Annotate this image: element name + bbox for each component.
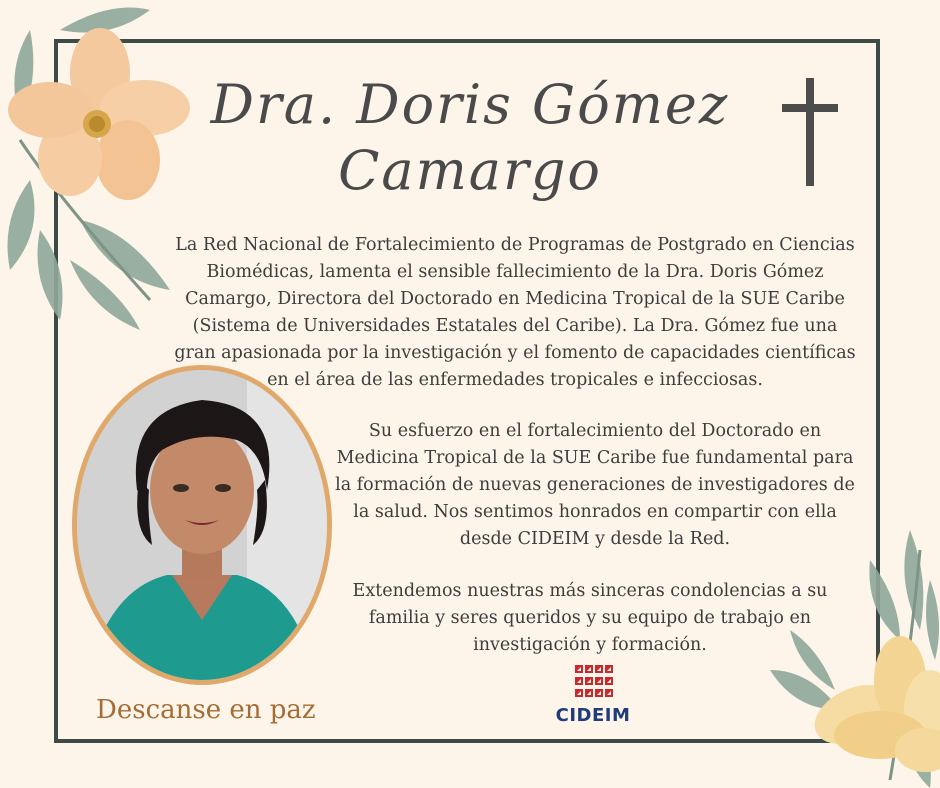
condolences-paragraph: Extendemos nuestras más sinceras condolencias a su familia y seres queridos y su equipo de trabajo en investigación y formación. — [352, 580, 828, 655]
cideim-logo-text: CIDEIM — [555, 705, 631, 726]
cideim-logo — [548, 663, 638, 725]
latin-cross-icon — [782, 78, 838, 186]
rest-in-peace-text: Descanse en paz — [96, 695, 316, 725]
cideim-logo-mark — [548, 663, 638, 703]
page-title — [190, 72, 750, 204]
intro-paragraph: La Red Nacional de Fortalecimiento de Programas de Postgrado en Ciencias Biomédicas, lamenta el sensible fallecimiento de la Dra. Doris Gómez Camargo, Directora del Doctorado en Medicina Tropical de la SUE Caribe (Sistema de Universidades Estatales del Caribe). La Dra. Gómez fue una gran apasionada por la investigación y el fomento de capacidades científicas en el área de las enfermedades tropicales e infecciosas. — [174, 234, 856, 390]
tribute-paragraph: Su esfuerzo en el fortalecimiento del Doctorado en Medicina Tropical de la SUE Caribe fue fundamental para la formación de nuevas generaciones de investigadores de la salud. Nos sentimos honrados en compartir con ella desde CIDEIM y desde la Red. — [335, 420, 855, 549]
portrait-photo — [72, 365, 332, 685]
title-line-2: Camargo — [338, 139, 602, 202]
title-line-1: Dra. Doris Gómez — [210, 73, 730, 136]
